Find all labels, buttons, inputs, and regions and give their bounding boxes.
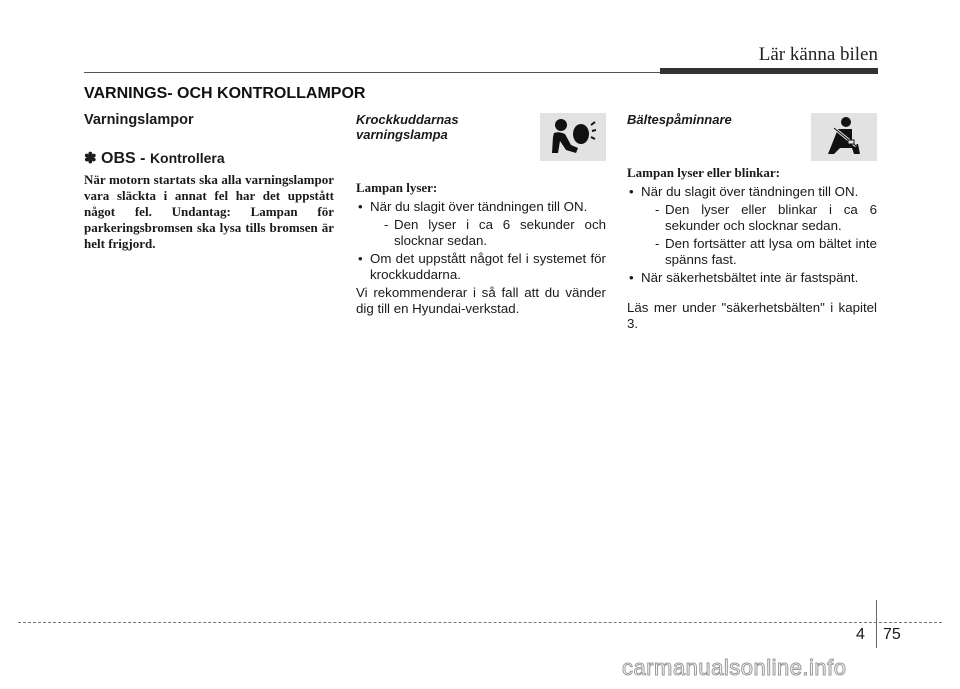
header-rule-accent [660,68,878,74]
airbag-lights-label: Lampan lyser: [356,180,438,195]
airbag-paragraph: Vi rekommenderar i så fall att du vänder dig till en Hyundai-verkstad. [356,285,606,316]
footer-rule [18,622,942,623]
seatbelt-reminder-icon [811,113,877,161]
airbag-warning-icon [540,113,606,161]
seatbelt-paragraph: Läs mer under "säkerhetsbälten" i kapitel 3. [627,300,877,331]
airbag-bullets [356,199,606,283]
airbag-lamp-title-2: varningslampa [356,127,448,142]
seatbelt-dash-2: - Den fortsätter att lysa om bältet inte spänns fast. [641,236,877,268]
airbag-dash-1: - Den lyser i ca 6 sekunder och slocknar sedan. [370,217,606,249]
list-item [356,199,606,249]
airbag-bullet-2: Om det uppstått något fel i systemet för krockkuddarna. [370,251,606,282]
chapter-number: 4 [856,626,865,643]
note-sub: Kontrollera [149,150,225,166]
seatbelt-title: Bältespåminnare [627,112,732,127]
note-star-icon: ✽ [84,150,97,167]
list-item [356,251,606,283]
seatbelt-bullets [627,184,877,286]
note-heading [84,150,334,167]
seatbelt-lights-label: Lampan lyser eller blinkar: [627,165,780,180]
warning-lamps-heading: Varningslampor [84,112,194,128]
list-item [627,270,877,286]
header-rule [84,72,664,73]
page-number: 75 [883,626,901,643]
chapter-title: Lär känna bilen [758,44,878,65]
note-label: OBS - [101,150,146,167]
seatbelt-bullet-2: När säkerhetsbältet inte är fastspänt. [641,270,859,285]
note-body: När motorn startats ska alla varningslampor vara släckta i annat fel har det uppstått något fel. Undantag: Lampan för parkeringsbromsen ska lysa tills bromsen är helt frigjord. [84,172,334,251]
seatbelt-bullet-1: När du slagit över tändningen till ON. [641,184,859,199]
airbag-lamp-title-1: Krockkuddarnas [356,112,459,127]
column-warning-lamps [84,112,334,252]
list-item [627,184,877,268]
airbag-bullet-1: När du slagit över tändningen till ON. [370,199,588,214]
watermark: carmanualsonline.info [622,655,847,680]
seatbelt-dash-1: - Den lyser eller blinkar i ca 6 sekunder och slocknar sedan. [641,202,877,234]
page-divider [876,600,878,648]
section-title: VARNINGS- OCH KONTROLLAMPOR [84,85,366,102]
